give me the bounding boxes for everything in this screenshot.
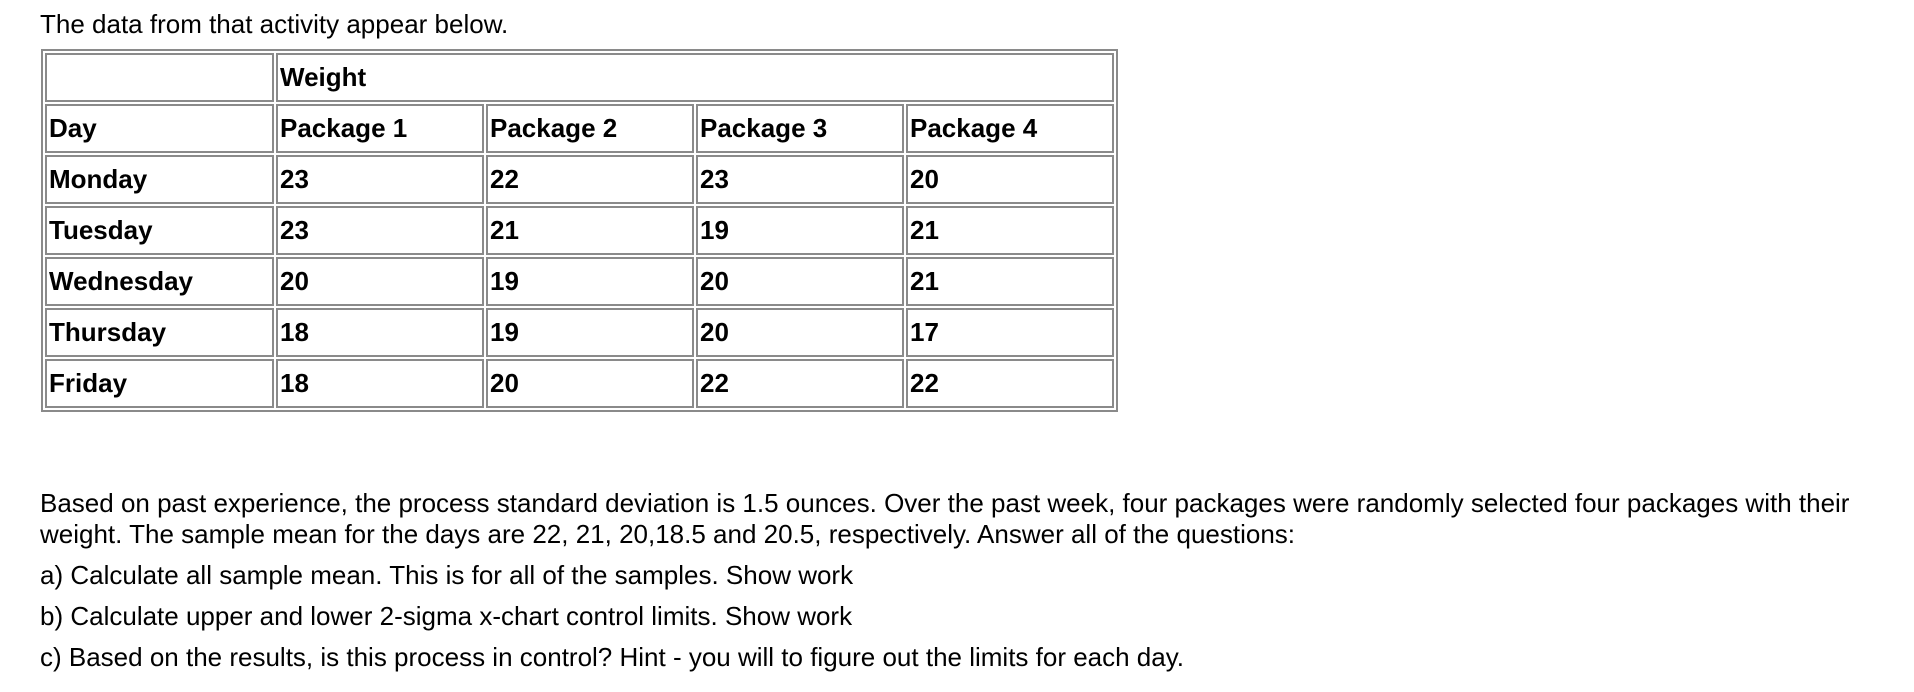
weight-cell: 21 [486, 206, 694, 255]
day-cell: Tuesday [45, 206, 274, 255]
weight-cell: 22 [486, 155, 694, 204]
weight-cell: 21 [906, 206, 1114, 255]
weight-cell: 19 [486, 257, 694, 306]
weight-cell: 18 [276, 359, 484, 408]
empty-corner-cell [45, 53, 274, 102]
column-header-package-4: Package 4 [906, 104, 1114, 153]
column-header-package-2: Package 2 [486, 104, 694, 153]
weight-table [41, 49, 1118, 412]
table-row [45, 308, 1114, 357]
weight-cell: 22 [696, 359, 904, 408]
table-row [45, 257, 1114, 306]
table-row [45, 155, 1114, 204]
weight-cell: 20 [906, 155, 1114, 204]
intro-text: The data from that activity appear below. [40, 9, 509, 39]
weight-group-header: Weight [276, 53, 1114, 102]
weight-cell: 20 [696, 257, 904, 306]
table-row [45, 206, 1114, 255]
column-header-package-1: Package 1 [276, 104, 484, 153]
question-section [40, 488, 1900, 673]
question-c: c) Based on the results, is this process in control? Hint - you will to figure out the limits for each day. [40, 642, 1185, 672]
question-b: b) Calculate upper and lower 2-sigma x-chart control limits. Show work [40, 601, 853, 631]
weight-cell: 22 [906, 359, 1114, 408]
day-cell: Friday [45, 359, 274, 408]
column-header-row [45, 104, 1114, 153]
column-header-day: Day [45, 104, 274, 153]
weight-cell: 23 [276, 206, 484, 255]
weight-cell: 18 [276, 308, 484, 357]
day-cell: Thursday [45, 308, 274, 357]
problem-statement: Based on past experience, the process standard deviation is 1.5 ounces. Over the past week, four packages were randomly selected four packages with their weight. The sample mean for the days are 22, 21, 20,18.5 and 20.5, respectively. Answer all of the questions: [40, 488, 1850, 549]
day-cell: Monday [45, 155, 274, 204]
group-header-row [45, 53, 1114, 102]
weight-cell: 19 [696, 206, 904, 255]
weight-cell: 20 [696, 308, 904, 357]
table-row [45, 359, 1114, 408]
column-header-package-3: Package 3 [696, 104, 904, 153]
weight-cell: 23 [696, 155, 904, 204]
data-table-container [41, 49, 1118, 412]
weight-cell: 17 [906, 308, 1114, 357]
weight-cell: 19 [486, 308, 694, 357]
weight-cell: 20 [276, 257, 484, 306]
day-cell: Wednesday [45, 257, 274, 306]
question-a: a) Calculate all sample mean. This is for all of the samples. Show work [40, 560, 854, 590]
weight-cell: 20 [486, 359, 694, 408]
weight-cell: 21 [906, 257, 1114, 306]
weight-cell: 23 [276, 155, 484, 204]
